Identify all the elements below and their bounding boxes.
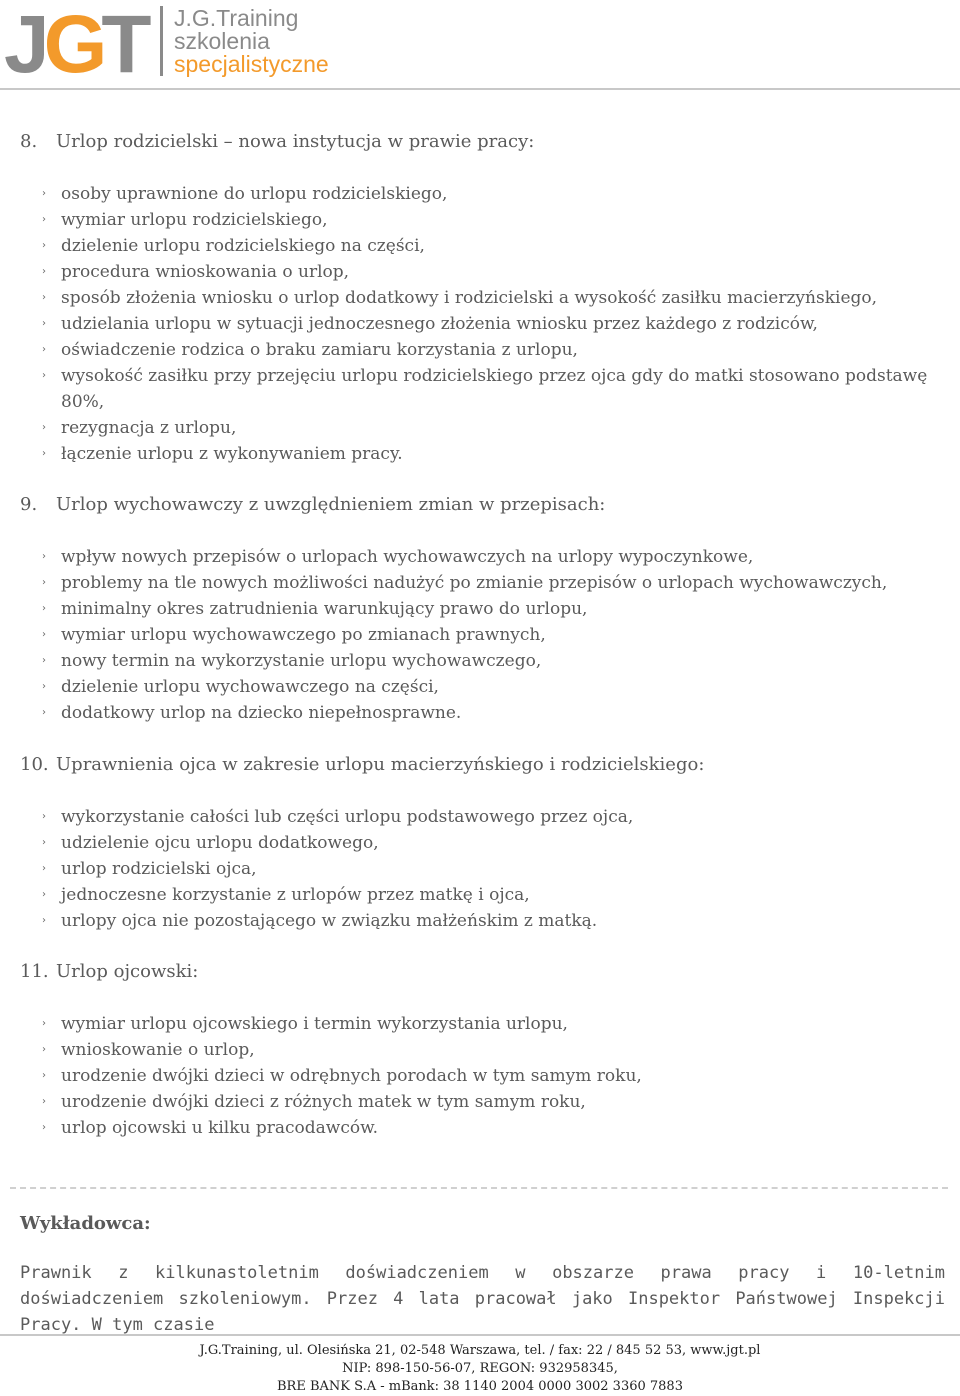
list-item-text: wymiar urlopu wychowawczego po zmianach prawnych, bbox=[61, 625, 546, 645]
section-heading bbox=[20, 130, 534, 154]
bullet-icon: › bbox=[42, 707, 46, 718]
bullet-icon: › bbox=[42, 370, 46, 381]
list-item bbox=[42, 1037, 941, 1063]
bullet-icon: › bbox=[42, 681, 46, 692]
logo-line-1: J.G.Training bbox=[174, 5, 299, 31]
bullet-icon: › bbox=[42, 811, 46, 822]
bullet-icon: › bbox=[42, 266, 46, 277]
list-item bbox=[42, 285, 941, 311]
list-item bbox=[42, 596, 941, 622]
footer-address: J.G.Training, ul. Olesińska 21, 02-548 Warszawa, tel. / fax: 22 / 845 52 53, www.jgt.pl bbox=[199, 1343, 761, 1358]
list-item-text: udzielenie ojcu urlopu dodatkowego, bbox=[61, 833, 379, 853]
list-item bbox=[42, 1115, 941, 1141]
section-number: 10. bbox=[20, 754, 49, 775]
bullet-icon: › bbox=[42, 655, 46, 666]
list-item-text: dzielenie urlopu wychowawczego na części, bbox=[61, 677, 439, 697]
list-item bbox=[42, 882, 941, 908]
section-number: 9. bbox=[20, 494, 38, 515]
list-item-text: urodzenie dwójki dzieci w odrębnych porodach w tym samym roku, bbox=[61, 1066, 642, 1086]
footer-registration: NIP: 898-150-56-07, REGON: 932958345, bbox=[342, 1361, 618, 1376]
list-item-text: wnioskowanie o urlop, bbox=[61, 1040, 255, 1060]
jgt-logo-graphic bbox=[2, 0, 362, 90]
list-item-text: dzielenie urlopu rodzicielskiego na części, bbox=[61, 236, 425, 256]
list-item-text: łączenie urlopu z wykonywaniem pracy. bbox=[61, 444, 403, 464]
list-item-text: urlopy ojca nie pozostającego w związku małżeńskim z matką. bbox=[61, 911, 598, 931]
bullet-icon: › bbox=[42, 448, 46, 459]
list-item-text: rezygnacja z urlopu, bbox=[61, 418, 237, 438]
bullet-icon: › bbox=[42, 863, 46, 874]
bullet-icon: › bbox=[42, 292, 46, 303]
logo-line-2: szkolenia bbox=[174, 28, 270, 54]
section-title: Uprawnienia ojca w zakresie urlopu macierzyńskiego i rodzicielskiego: bbox=[56, 754, 705, 775]
bullet-icon: › bbox=[42, 344, 46, 355]
footer-bank: BRE BANK S.A - mBank: 38 1140 2004 0000 3002 3360 7883 bbox=[277, 1379, 683, 1394]
logo-letters: JGT bbox=[4, 0, 146, 90]
list-item-text: wysokość zasiłku przy przejęciu urlopu rodzicielskiego przez ojca gdy do matki stosowano podstawę 80%, bbox=[61, 366, 928, 412]
list-item bbox=[42, 674, 941, 700]
section-title: Urlop rodzicielski – nowa instytucja w prawie pracy: bbox=[56, 131, 535, 152]
list-item bbox=[42, 363, 941, 415]
lecturer-description: Prawnik z kilkunastoletnim doświadczeniem w obszarze prawa pracy i 10-letnim doświadczeniem szkoleniowym. Przez 4 lata pracował jako Inspektor Państwowej Inspekcji Pracy. W tym czasie bbox=[20, 1263, 945, 1335]
list-item bbox=[42, 1011, 941, 1037]
list-item bbox=[42, 181, 941, 207]
bullet-icon: › bbox=[42, 1070, 46, 1081]
list-item-text: urlop rodzicielski ojca, bbox=[61, 859, 257, 879]
list-item-text: oświadczenie rodzica o braku zamiaru korzystania z urlopu, bbox=[61, 340, 578, 360]
bullet-icon: › bbox=[42, 629, 46, 640]
list-item-text: jednoczesne korzystanie z urlopów przez matkę i ojca, bbox=[61, 885, 530, 905]
list-item bbox=[42, 259, 941, 285]
list-item-text: wymiar urlopu rodzicielskiego, bbox=[61, 210, 328, 230]
list-item bbox=[42, 337, 941, 363]
bullet-icon: › bbox=[42, 837, 46, 848]
section-list bbox=[42, 1011, 941, 1141]
bullet-icon: › bbox=[42, 422, 46, 433]
list-item-text: urlop ojcowski u kilku pracodawców. bbox=[61, 1118, 379, 1138]
list-item bbox=[42, 700, 941, 726]
list-item bbox=[42, 908, 941, 934]
bullet-icon: › bbox=[42, 577, 46, 588]
list-item bbox=[42, 311, 941, 337]
bullet-icon: › bbox=[42, 551, 46, 562]
list-item bbox=[42, 1063, 941, 1089]
bullet-icon: › bbox=[42, 915, 46, 926]
list-item-text: sposób złożenia wniosku o urlop dodatkowy i rodzicielski a wysokość zasiłku macierzyńskiego, bbox=[61, 288, 878, 308]
list-item-text: dodatkowy urlop na dziecko niepełnosprawne. bbox=[61, 703, 462, 723]
section-heading bbox=[20, 493, 605, 517]
lecturer-heading: Wykładowca: bbox=[20, 1213, 151, 1234]
jgt-logo bbox=[2, 0, 362, 90]
list-item-text: nowy termin na wykorzystanie urlopu wychowawczego, bbox=[61, 651, 542, 671]
list-item bbox=[42, 830, 941, 856]
list-item-text: osoby uprawnione do urlopu rodzicielskiego, bbox=[61, 184, 448, 204]
section-list bbox=[42, 544, 941, 726]
list-item bbox=[42, 544, 941, 570]
list-item bbox=[42, 648, 941, 674]
header-divider bbox=[0, 88, 960, 90]
bullet-icon: › bbox=[42, 889, 46, 900]
bullet-icon: › bbox=[42, 1096, 46, 1107]
list-item bbox=[42, 622, 941, 648]
section-number: 8. bbox=[20, 131, 38, 152]
list-item bbox=[42, 1089, 941, 1115]
list-item bbox=[42, 441, 941, 467]
page-header bbox=[0, 0, 960, 92]
list-item-text: wpływ nowych przepisów o urlopach wychowawczych na urlopy wypoczynkowe, bbox=[61, 547, 754, 567]
logo-divider bbox=[160, 6, 163, 76]
list-item bbox=[42, 804, 941, 830]
section-heading bbox=[20, 960, 198, 984]
footer-divider bbox=[0, 1334, 960, 1336]
list-item bbox=[42, 233, 941, 259]
logo-line-3: specjalistyczne bbox=[174, 51, 329, 77]
page-footer bbox=[0, 1342, 960, 1396]
list-item-text: procedura wnioskowania o urlop, bbox=[61, 262, 350, 282]
bullet-icon: › bbox=[42, 603, 46, 614]
list-item bbox=[42, 570, 941, 596]
list-item-text: udzielania urlopu w sytuacji jednoczesnego złożenia wniosku przez każdego z rodziców, bbox=[61, 314, 818, 334]
section-title: Urlop wychowawczy z uwzględnieniem zmian w przepisach: bbox=[56, 494, 606, 515]
bullet-icon: › bbox=[42, 1018, 46, 1029]
list-item bbox=[42, 415, 941, 441]
section-divider bbox=[10, 1187, 948, 1189]
bullet-icon: › bbox=[42, 1122, 46, 1133]
bullet-icon: › bbox=[42, 1044, 46, 1055]
list-item bbox=[42, 207, 941, 233]
list-item-text: problemy na tle nowych możliwości nadużyć po zmianie przepisów o urlopach wychowawczych, bbox=[61, 573, 888, 593]
list-item-text: wymiar urlopu ojcowskiego i termin wykorzystania urlopu, bbox=[61, 1014, 568, 1034]
list-item-text: minimalny okres zatrudnienia warunkujący prawo do urlopu, bbox=[61, 599, 588, 619]
list-item-text: wykorzystanie całości lub części urlopu podstawowego przez ojca, bbox=[61, 807, 634, 827]
bullet-icon: › bbox=[42, 240, 46, 251]
section-list bbox=[42, 804, 941, 934]
bullet-icon: › bbox=[42, 188, 46, 199]
section-number: 11. bbox=[20, 961, 49, 982]
section-heading bbox=[20, 753, 704, 777]
bullet-icon: › bbox=[42, 214, 46, 225]
list-item bbox=[42, 856, 941, 882]
bullet-icon: › bbox=[42, 318, 46, 329]
list-item-text: urodzenie dwójki dzieci z różnych matek w tym samym roku, bbox=[61, 1092, 586, 1112]
section-list bbox=[42, 181, 941, 467]
section-title: Urlop ojcowski: bbox=[56, 961, 199, 982]
